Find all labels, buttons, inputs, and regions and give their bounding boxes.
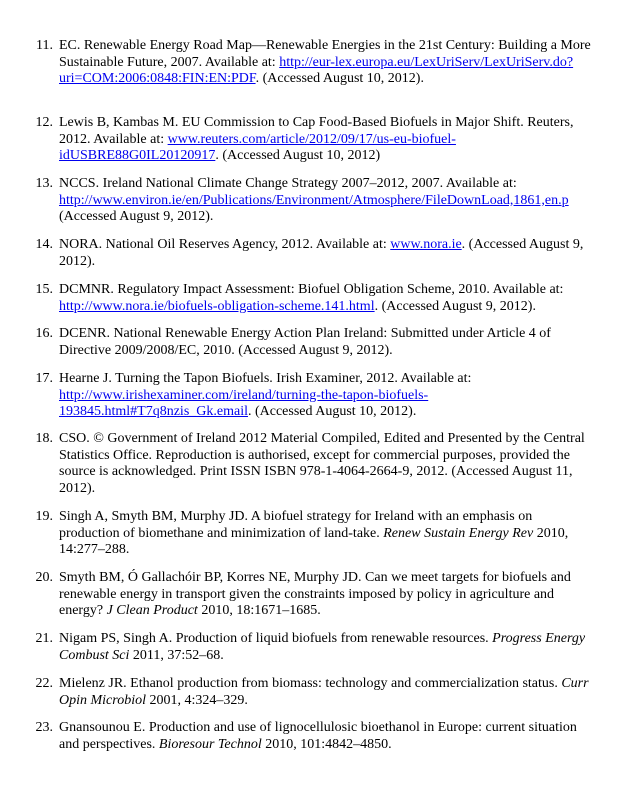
- reference-text: . (Accessed August 10, 2012).: [255, 71, 424, 87]
- reference-text: Mielenz JR. Ethanol production from biomass: technology and commercialization status.: [59, 676, 562, 691]
- reference-item: [35, 509, 591, 559]
- reference-text: 2010, 18:1671–1685.: [197, 603, 321, 619]
- reference-text: 2011, 37:52–68.: [129, 647, 224, 663]
- reference-item: [35, 282, 591, 315]
- reference-text: Singh A, Smyth BM, Murphy JD. A biofuel strategy for Ireland with an emphasis on production of biomethane and minimization of land-take.: [59, 509, 533, 541]
- reference-text: NCCS. Ireland National Climate Change Strategy 2007–2012, 2007. Available at:: [59, 176, 517, 191]
- reference-link[interactable]: http://www.irishexaminer.com/ireland/turning-the-tapon-biofuels-193845.html#T7q8nzis_Gk.email: [59, 387, 429, 420]
- reference-text: 2010, 101:4842–4850.: [261, 736, 392, 752]
- reference-text: 2010, 14:277–288.: [59, 525, 569, 558]
- reference-number: 16.: [35, 326, 53, 341]
- reference-link[interactable]: http://www.environ.ie/en/Publications/Environment/Atmosphere/FileDownLoad,1861,en.p: [59, 192, 569, 208]
- reference-text: Hearne J. Turning the Tapon Biofuels. Irish Examiner, 2012. Available at:: [59, 371, 472, 386]
- reference-link[interactable]: www.nora.ie: [390, 237, 462, 252]
- reference-item: [35, 176, 591, 226]
- journal-title: Renew Sustain Energy Rev: [383, 525, 534, 541]
- reference-number: 12.: [35, 115, 53, 130]
- reference-text: (Accessed August 9, 2012).: [59, 209, 214, 225]
- journal-title: J Clean Product: [106, 603, 198, 619]
- reference-text: Lewis B, Kambas M. EU Commission to Cap Food-Based Biofuels in Major Shift. Reuters, 2012. Available at:: [59, 115, 574, 147]
- journal-title: Bioresour Technol: [158, 736, 262, 752]
- reference-item: [36, 38, 591, 88]
- reference-number: 18.: [35, 431, 53, 446]
- reference-number: 22.: [35, 676, 53, 691]
- reference-number: 14.: [35, 237, 53, 252]
- reference-number: 13.: [35, 176, 53, 191]
- reference-number: 19.: [35, 509, 53, 524]
- reference-item: [35, 720, 591, 753]
- reference-text: DCENR. National Renewable Energy Action Plan Ireland: Submitted under Article 4 of Directive 2009/2008/EC, 2010. (Accessed August 9, 2012).: [59, 326, 551, 358]
- reference-text: DCMNR. Regulatory Impact Assessment: Biofuel Obligation Scheme, 2010. Available at:: [59, 282, 564, 297]
- reference-number: 20.: [35, 570, 53, 585]
- reference-text: Gnansounou E. Production and use of lignocellulosic bioethanol in Europe: current situation and perspectives.: [59, 720, 577, 752]
- reference-text: . (Accessed August 9, 2012).: [374, 298, 536, 314]
- reference-text: CSO. © Government of Ireland 2012 Material Compiled, Edited and Presented by the Central Statistics Office. Reproduction is authorised, except for commercial purposes, provided the source is acknowledged. Print ISSN ISBN 978-1-4064-2664-9, 2012. (Accessed August 11, 2012).: [59, 431, 585, 497]
- reference-text: EC. Renewable Energy Road Map—Renewable Energies in the 21st Century: Building a More Sustainable Future, 2007. Available at:: [59, 38, 591, 70]
- reference-text: Nigam PS, Singh A. Production of liquid biofuels from renewable resources.: [59, 631, 493, 646]
- reference-text: Smyth BM, Ó Gallachóir BP, Korres NE, Murphy JD. Can we meet targets for biofuels and renewable energy in transport given the constraints imposed by policy in agriculture and energy?: [59, 570, 571, 619]
- reference-item: [35, 115, 591, 165]
- reference-text: . (Accessed August 9, 2012).: [59, 237, 584, 269]
- reference-item: [35, 431, 591, 498]
- reference-number: 21.: [35, 631, 53, 646]
- reference-number: 23.: [35, 720, 53, 735]
- reference-item: [35, 631, 591, 664]
- reference-text: NORA. National Oil Reserves Agency, 2012. Available at:: [59, 237, 391, 252]
- reference-item: [35, 570, 591, 620]
- reference-text: . (Accessed August 10, 2012): [215, 148, 381, 164]
- reference-item: [35, 371, 591, 421]
- reference-number: 11.: [36, 38, 53, 53]
- reference-item: [35, 326, 591, 359]
- reference-text: . (Accessed August 10, 2012).: [247, 404, 417, 420]
- reference-link[interactable]: www.reuters.com/article/2012/09/17/us-eu-biofuel-idUSBRE88G0IL20120917: [59, 131, 456, 164]
- reference-item: [35, 676, 591, 709]
- reference-number: 15.: [35, 282, 53, 297]
- reference-link[interactable]: http://eur-lex.europa.eu/LexUriServ/LexUriServ.do?uri=COM:2006:0848:FIN:EN:PDF: [59, 54, 574, 87]
- reference-text: 2001, 4:324–329.: [145, 692, 248, 708]
- journal-title: Progress Energy Combust Sci: [59, 631, 586, 663]
- reference-link[interactable]: http://www.nora.ie/biofuels-obligation-scheme.141.html: [59, 298, 375, 314]
- reference-item: [35, 237, 591, 270]
- reference-number: 17.: [35, 371, 53, 386]
- journal-title: Curr Opin Microbiol: [59, 676, 589, 708]
